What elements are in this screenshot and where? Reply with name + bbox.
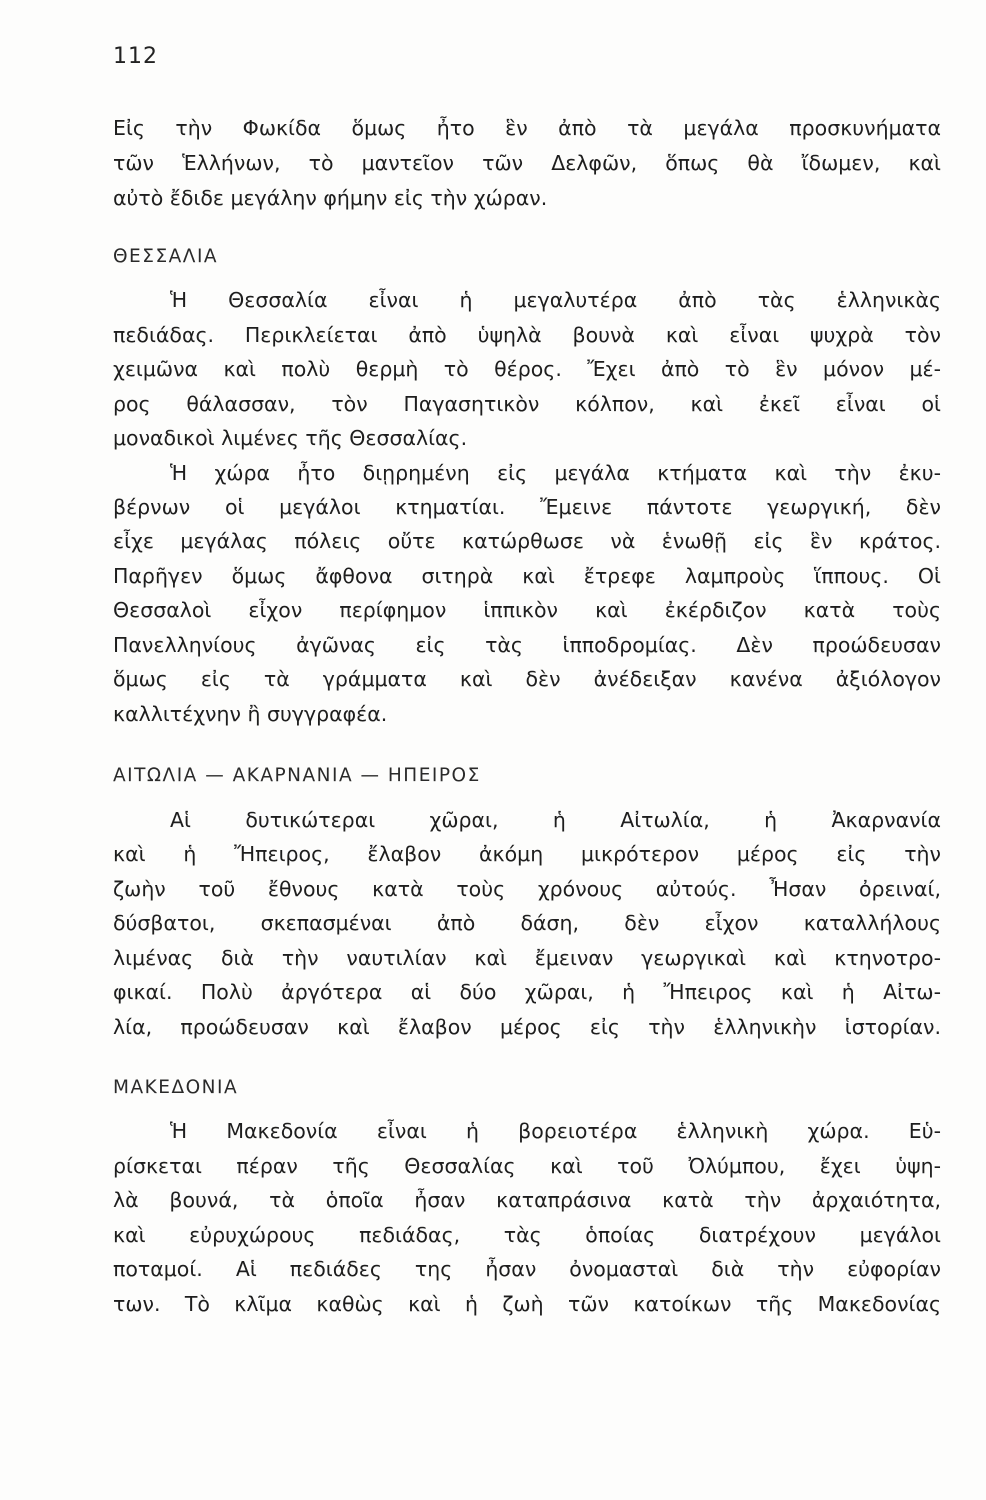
text-line: ποταμοί. Αἱ πεδιάδες της ἦσαν ὀνομασταὶ διὰ τὴν εὐφορίαν <box>113 1257 941 1281</box>
text-line: Ἡ χώρα ἦτο διῃρημένη εἰς μεγάλα κτήματα καὶ τὴν ἐκυ- <box>170 461 941 485</box>
text-line: καὶ ἡ Ἤπειρος, ἔλαβον ἀκόμη μικρότερον μέρος εἰς τὴν <box>113 842 941 866</box>
text-line: καὶ εὐρυχώρους πεδιάδας, τὰς ὁποίας διατρέχουν μεγάλοι <box>113 1223 941 1247</box>
text-line: ρος θάλασσαν, τὸν Παγασητικὸν κόλπον, καὶ ἐκεῖ εἶναι οἱ <box>113 392 941 416</box>
text-line: πεδιάδας. Περικλείεται ἀπὸ ὑψηλὰ βουνὰ καὶ εἶναι ψυχρὰ τὸν <box>113 323 941 347</box>
text-line: τῶν Ἑλλήνων, τὸ μαντεῖον τῶν Δελφῶν, ὅπως θὰ ἴδωμεν, καὶ <box>113 151 941 175</box>
text-line: μοναδικοὶ λιμένες τῆς Θεσσαλίας. <box>113 426 468 450</box>
text-line: αὐτὸ ἔδιδε μεγάλην φήμην εἰς τὴν χώραν. <box>113 186 548 210</box>
text-line: Πανελληνίους ἀγῶνας εἰς τὰς ἱπποδρομίας. Δὲν προώδευσαν <box>113 633 941 657</box>
text-line: λὰ βουνά, τὰ ὁποῖα ἦσαν καταπράσινα κατὰ τὴν ἀρχαιότητα, <box>113 1188 941 1212</box>
text-line: χειμῶνα καὶ πολὺ θερμὴ τὸ θέρος. Ἔχει ἀπὸ τὸ ἓν μόνον μέ- <box>113 357 941 381</box>
text-line: ρίσκεται πέραν τῆς Θεσσαλίας καὶ τοῦ Ὀλύμπου, ἔχει ὑψη- <box>113 1154 941 1178</box>
text-line: Ἡ Μακεδονία εἶναι ἡ βορειοτέρα ἑλληνικὴ χώρα. Εὑ- <box>170 1119 941 1143</box>
text-line: Παρῆγεν ὅμως ἄφθονα σιτηρὰ καὶ ἔτρεφε λαμπροὺς ἵππους. Οἱ <box>113 564 941 588</box>
text-line: δύσβατοι, σκεπασμέναι ἀπὸ δάση, δὲν εἶχον καταλλήλους <box>113 911 941 935</box>
section-heading-thessaly: ΘΕΣΣΑΛΙΑ <box>113 246 219 267</box>
text-line: καλλιτέχνην ἢ συγγραφέα. <box>113 702 388 726</box>
text-line: φικαί. Πολὺ ἀργότερα αἱ δύο χῶραι, ἡ Ἤπειρος καὶ ἡ Αἰτω- <box>113 980 941 1004</box>
section-heading-aetolia: ΑΙΤΩΛΙΑ — ΑΚΑΡΝΑΝΙΑ — ΗΠΕΙΡΟΣ <box>113 765 481 786</box>
text-line: εἶχε μεγάλας πόλεις οὔτε κατώρθωσε νὰ ἑνωθῇ εἰς ἓν κράτος. <box>113 529 941 553</box>
text-line: Εἰς τὴν Φωκίδα ὅμως ἦτο ἓν ἀπὸ τὰ μεγάλα προσκυνήματα <box>113 116 941 140</box>
text-line: ζωὴν τοῦ ἔθνους κατὰ τοὺς χρόνους αὐτούς. Ἦσαν ὀρειναί, <box>113 877 941 901</box>
text-line: Αἱ δυτικώτεραι χῶραι, ἡ Αἰτωλία, ἡ Ἀκαρνανία <box>170 808 941 832</box>
page-number: 112 <box>113 44 158 69</box>
text-line: λία, προώδευσαν καὶ ἔλαβον μέρος εἰς τὴν ἑλληνικὴν ἱστορίαν. <box>113 1015 941 1039</box>
text-line: Ἡ Θεσσαλία εἶναι ἡ μεγαλυτέρα ἀπὸ τὰς ἑλληνικὰς <box>170 288 941 312</box>
text-line: των. Τὸ κλῖμα καθὼς καὶ ἡ ζωὴ τῶν κατοίκων τῆς Μακεδονίας <box>113 1292 941 1316</box>
section-heading-macedonia: ΜΑΚΕΔΟΝΙΑ <box>113 1077 239 1098</box>
text-line: Θεσσαλοὶ εἶχον περίφημον ἱππικὸν καὶ ἐκέρδιζον κατὰ τοὺς <box>113 598 941 622</box>
text-line: βέρνων οἱ μεγάλοι κτηματίαι. Ἔμεινε πάντοτε γεωργική, δὲν <box>113 495 941 519</box>
text-line: ὅμως εἰς τὰ γράμματα καὶ δὲν ἀνέδειξαν κανένα ἀξιόλογον <box>113 667 941 691</box>
text-line: λιμένας διὰ τὴν ναυτιλίαν καὶ ἔμειναν γεωργικαὶ καὶ κτηνοτρο- <box>113 946 941 970</box>
